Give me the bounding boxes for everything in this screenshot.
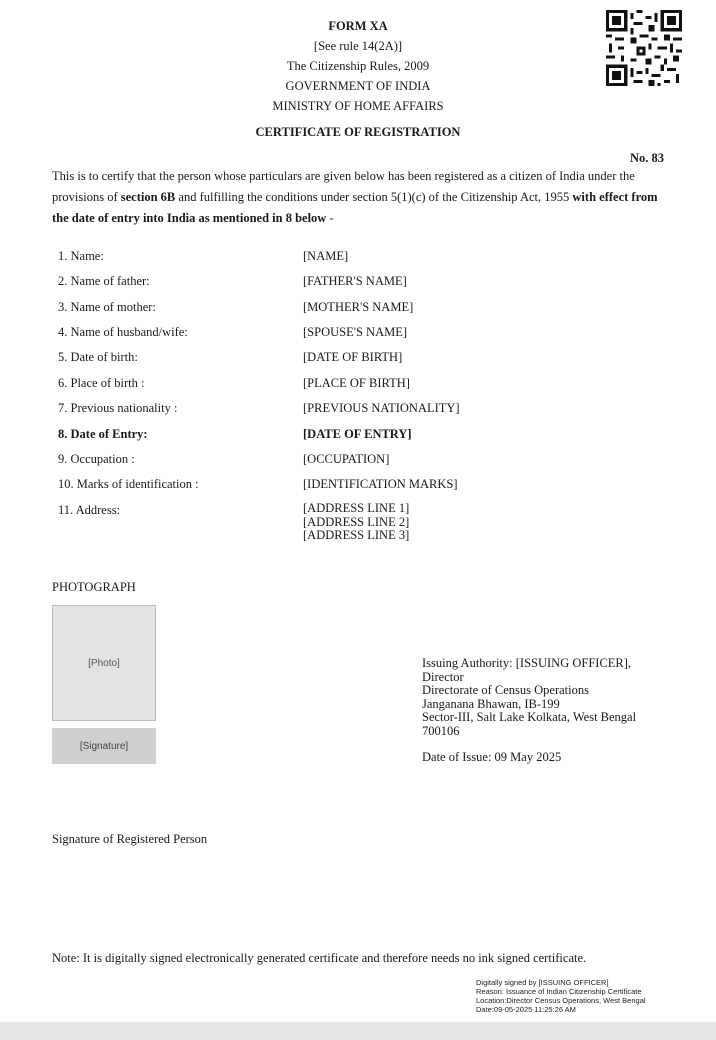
photo-placeholder: [Photo]: [88, 657, 120, 669]
ministry-name: MINISTRY OF HOME AFFAIRS: [272, 99, 444, 113]
particular-value: [PREVIOUS NATIONALITY]: [303, 401, 460, 415]
intro-section-ref: section 6B: [120, 190, 176, 204]
rule-reference: [See rule 14(2A)]: [313, 39, 403, 53]
form-title: FORM XA: [328, 19, 388, 33]
particular-label: 3. Name of mother:: [58, 300, 156, 314]
intro-text-1: This is to certify that the person whose particulars are given below has been registered as a citizen of India under the provisions of: [52, 169, 635, 204]
particular-value: [IDENTIFICATION MARKS]: [303, 477, 458, 491]
photograph-label: PHOTOGRAPH: [52, 580, 136, 594]
photograph: [52, 605, 156, 721]
intro-text-3: -: [326, 211, 334, 225]
particular-value: [DATE OF BIRTH]: [303, 350, 403, 364]
particular-label: 10. Marks of identification :: [58, 477, 199, 491]
digital-signature-block: Digitally signed by [ISSUING OFFICER] Reason: Issuance of Indian Citizenship Certificate Location:Director Census Operations, West Bengal Date:09-05-2025 11:25:26 AM: [476, 978, 646, 1014]
particular-label: 8. Date of Entry:: [58, 427, 148, 441]
address-value: [ADDRESS LINE 1] [ADDRESS LINE 2] [ADDRESS LINE 3]: [303, 501, 410, 542]
particular-label: 2. Name of father:: [58, 274, 150, 288]
particular-value: [PLACE OF BIRTH]: [303, 376, 410, 390]
particular-value: [SPOUSE'S NAME]: [303, 325, 408, 339]
rules-name: The Citizenship Rules, 2009: [286, 59, 430, 73]
particular-value: [DATE OF ENTRY]: [303, 427, 412, 441]
digital-note: Note: It is digitally signed electronically generated certificate and therefore needs no ink signed certificate.: [52, 951, 587, 965]
particular-value: [MOTHER'S NAME]: [303, 300, 414, 314]
particular-label: 4. Name of husband/wife:: [58, 325, 188, 339]
particular-value: [NAME]: [303, 249, 349, 263]
certificate-number: No. 83: [629, 151, 664, 165]
particular-value: [OCCUPATION]: [303, 452, 390, 466]
particular-label: 9. Occupation :: [58, 452, 135, 466]
certificate-title: CERTIFICATE OF REGISTRATION: [255, 125, 461, 139]
intro-text-2: and fulfilling the conditions under section 5(1)(c) of the Citizenship Act, 1955: [175, 190, 573, 204]
particular-label: 6. Place of birth :: [58, 376, 145, 390]
particular-value: [FATHER'S NAME]: [303, 274, 407, 288]
particular-label: 11. Address:: [58, 503, 121, 517]
signature-image: [52, 728, 156, 764]
issuing-authority: Issuing Authority: [ISSUING OFFICER], Director Directorate of Census Operations Janganana Bhawan, IB-199 Sector-III, Salt Lake Kolkata, West Bengal 700106: [422, 656, 637, 738]
particular-label: 1. Name:: [58, 249, 104, 263]
date-of-issue: Date of Issue: 09 May 2025: [422, 750, 562, 764]
qr-code-icon: [606, 10, 682, 86]
intro-effect-clause: with effect from the date of entry into India as mentioned in 8 below: [52, 190, 658, 225]
signature-placeholder: [Signature]: [79, 740, 129, 752]
particular-label: 5. Date of birth:: [58, 350, 138, 364]
particular-label: 7. Previous nationality :: [58, 401, 178, 415]
government-name: GOVERNMENT OF INDIA: [285, 79, 431, 93]
certification-statement: [52, 166, 664, 229]
signature-label: Signature of Registered Person: [52, 832, 208, 846]
